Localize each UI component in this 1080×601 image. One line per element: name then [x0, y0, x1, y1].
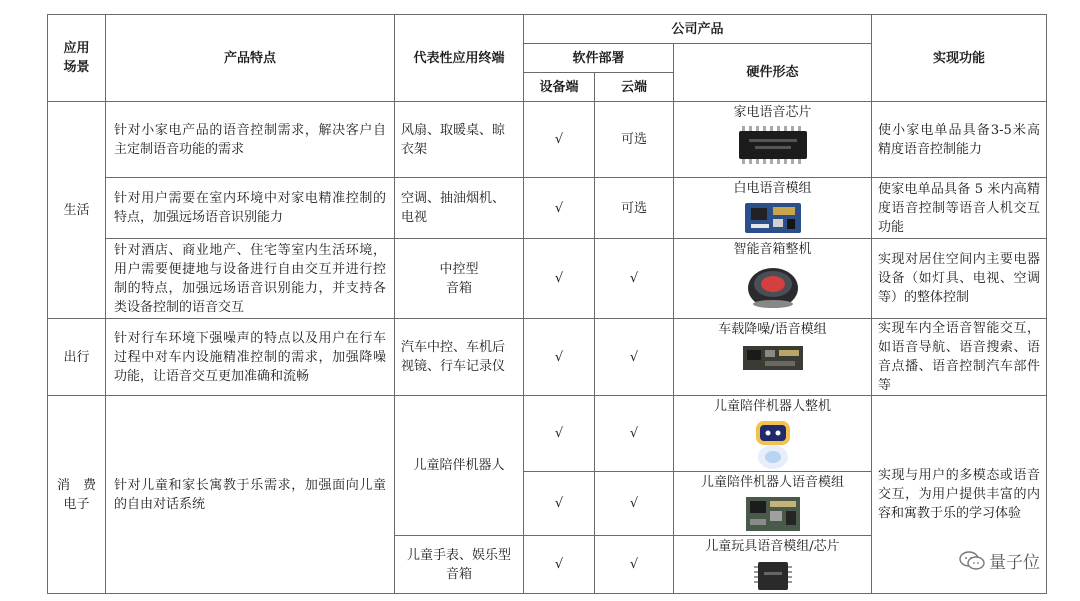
function-cell: 实现车内全语音智能交互，如语音导航、语音搜索、语音点播、语音控制汽车部件等 — [872, 319, 1047, 396]
scene-consumer: 消 费 电子 — [48, 396, 106, 594]
speaker-image — [744, 262, 802, 310]
wechat-icon — [959, 551, 985, 571]
terminal-cell: 儿童手表、娱乐型 音箱 — [395, 536, 524, 594]
header-cloud: 云端 — [595, 73, 674, 102]
feature-cell: 针对用户需要在室内环境中对家电精准控制的特点，加强远场语音识别能力 — [106, 178, 395, 239]
module-image — [743, 201, 803, 235]
header-feature: 产品特点 — [106, 15, 395, 102]
device-check: √ — [524, 178, 595, 239]
cloud-cell: 可选 — [595, 178, 674, 239]
header-scene: 应用场景 — [48, 15, 106, 102]
hardware-name: 儿童陪伴机器人语音模组 — [700, 475, 844, 490]
cloud-check: √ — [595, 319, 674, 396]
device-check: √ — [524, 536, 595, 594]
scene-life: 生活 — [48, 102, 106, 319]
feature-cell: 针对儿童和家长寓教于乐需求，加强面向儿童的自由对话系统 — [106, 396, 395, 594]
header-software: 软件部署 — [524, 44, 674, 73]
terminal-cell: 风扇、取暖桌、晾衣架 — [395, 102, 524, 178]
hardware-name: 儿童陪伴机器人整机 — [713, 399, 831, 414]
hardware-name: 车载降噪/语音模组 — [718, 322, 827, 337]
feature-cell: 针对小家电产品的语音控制需求，解决客户自主定制语音功能的需求 — [106, 102, 395, 178]
car-module-image — [741, 342, 805, 374]
header-hardware: 硬件形态 — [674, 44, 872, 102]
watermark-text: 量子位 — [989, 553, 1040, 573]
terminal-cell: 儿童陪伴机器人 — [395, 396, 524, 536]
function-cell: 实现对居住空间内主要电器设备（如灯具、电视、空调等）的整体控制 — [872, 239, 1047, 319]
hardware-name: 家电语音芯片 — [733, 105, 812, 120]
function-cell: 实现与用户的多模态或语音交互，为用户提供丰富的内容和寓教于乐的学习体验 — [872, 396, 1047, 594]
device-check: √ — [524, 396, 595, 472]
cloud-check: √ — [595, 472, 674, 536]
hardware-cell — [674, 239, 872, 319]
feature-cell: 针对酒店、商业地产、住宅等室内生活环境，用户需要便捷地与设备进行自由交互并进行控制的特点，加强远场语音识别能力，并支持各类设备控制的语音交互 — [106, 239, 395, 319]
watermark — [959, 548, 1040, 573]
hardware-cell — [674, 396, 872, 472]
header-company-product: 公司产品 — [524, 15, 872, 44]
terminal-cell: 中控型 音箱 — [395, 239, 524, 319]
device-check: √ — [524, 319, 595, 396]
cloud-check: √ — [595, 239, 674, 319]
header-terminal: 代表性应用终端 — [395, 15, 524, 102]
hardware-cell — [674, 319, 872, 396]
device-check: √ — [524, 102, 595, 178]
header-device: 设备端 — [524, 73, 595, 102]
feature-cell: 针对行车环境下强噪声的特点以及用户在行车过程中对车内设施精准控制的需求，加强降噪功能，让语音交互更加准确和流畅 — [106, 319, 395, 396]
toy-chip-image — [753, 559, 793, 593]
device-check: √ — [524, 472, 595, 536]
scene-travel: 出行 — [48, 319, 106, 396]
hardware-name: 儿童玩具语音模组/芯片 — [705, 539, 840, 554]
cloud-check: √ — [595, 396, 674, 472]
terminal-cell: 空调、抽油烟机、电视 — [395, 178, 524, 239]
hardware-name: 白电语音模组 — [733, 181, 812, 196]
product-table — [47, 14, 1047, 594]
header-function: 实现功能 — [872, 15, 1047, 102]
terminal-cell: 汽车中控、车机后视镜、行车记录仪 — [395, 319, 524, 396]
robot-module-image — [744, 495, 802, 533]
device-check: √ — [524, 239, 595, 319]
hardware-name: 智能音箱整机 — [733, 242, 812, 257]
hardware-cell — [674, 536, 872, 594]
cloud-cell: 可选 — [595, 102, 674, 178]
function-cell: 使家电单品具备 5 米内高精度语音控制等语音人机交互功能 — [872, 178, 1047, 239]
hardware-cell — [674, 178, 872, 239]
function-cell: 使小家电单品具备3-5米高精度语音控制能力 — [872, 102, 1047, 178]
cloud-check: √ — [595, 536, 674, 594]
hardware-cell — [674, 102, 872, 178]
chip-image — [735, 125, 811, 165]
robot-image — [750, 419, 796, 471]
hardware-cell — [674, 472, 872, 536]
